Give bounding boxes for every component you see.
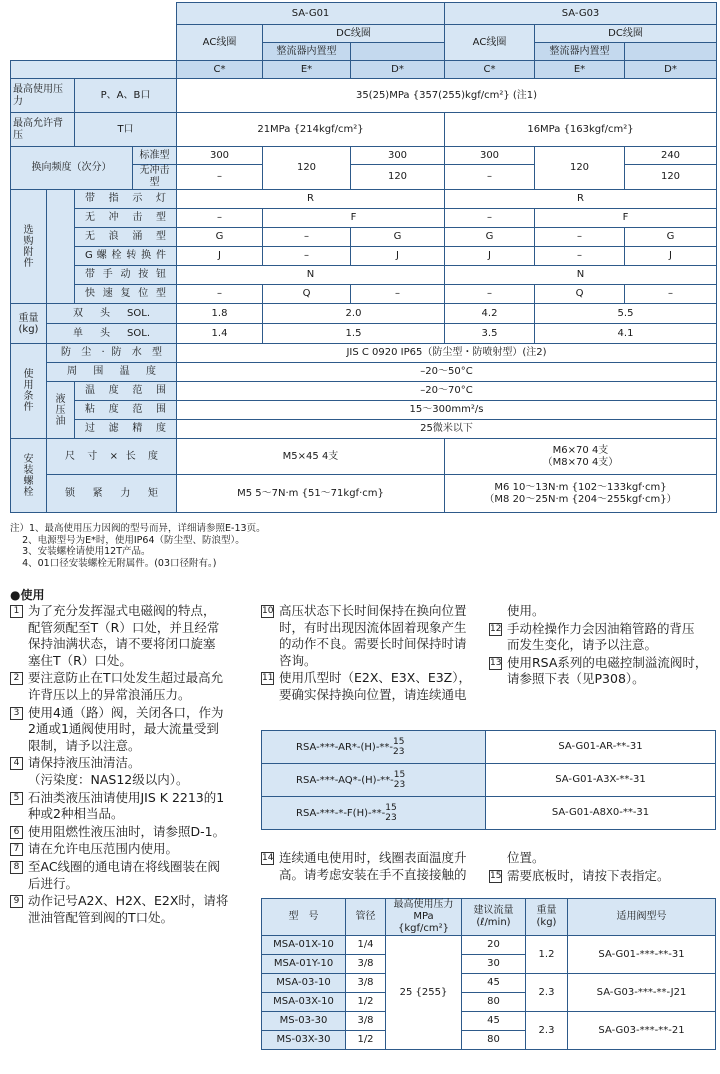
subplate-table [261,898,716,1050]
cell: Q [535,285,625,304]
item-text-line: 配管须配至T（R）口处，并且经常 [28,619,220,635]
cell: J [445,247,535,266]
usage-dust-label: 防 尘 · 防 水 型 [47,344,177,363]
usage-item [10,893,255,926]
item-number: 13 [490,657,502,668]
notes [10,523,266,569]
header-sa-g03: SA-G03 [445,3,717,25]
rsa-model [262,764,486,797]
rsa-valve: SA-G01-A3X-**-31 [486,764,716,797]
table-row [262,974,716,993]
options-label-text: 选购附件 [23,224,34,269]
subplate-model: MS-03X-30 [262,1031,346,1050]
cell: J [351,247,445,266]
subplate-valve: SA-G03-***-**-J21 [568,974,716,1012]
item-text-line: 咨询。 [279,652,317,668]
subplate-flow: 45 [462,1012,526,1031]
cell: R [445,190,717,209]
subplate-flow: 80 [462,1031,526,1050]
item-text-line: 连续通电使用时，线圈表面温度升 [279,850,467,865]
subplate-model: MSA-01X-10 [262,936,346,955]
spec-table [10,2,717,513]
cell: G [625,228,717,247]
usage-visc-value: 15～300mm²/s [177,401,717,420]
back-pressure-g01: 21MPa {214kgf/cm²} [177,113,445,147]
subplate-port-size: 1/2 [346,1031,386,1050]
rsa-size-top: 15 [393,770,406,780]
cell: – [535,247,625,266]
usage-item [489,868,717,885]
back-pressure-port: T口 [75,113,177,147]
usage-item [261,850,483,883]
item-number: 1 [10,605,23,618]
bolt-size-g03 [445,439,717,475]
usage-filter-label: 过 滤 精 度 [75,420,177,439]
cell: 120 [625,165,717,190]
bolt-label [11,439,47,513]
item-number: 4 [10,757,23,770]
cell: J [625,247,717,266]
usage-items-col5 [489,850,717,885]
rsa-model-text: RSA-***-AR*-(H)-**- [296,742,394,753]
item-text-line: 要注意防止在T口处发生超过最高允 [28,670,224,686]
cell: – [263,247,351,266]
item-number: 12 [490,623,502,634]
header-sa-g01: SA-G01 [177,3,445,25]
item-text-line: 塞住T（R）口处。 [28,652,132,668]
weight-single-label: 单 头 SOL. [47,324,177,344]
header-dc-g01: DC线圈 [263,25,445,43]
item-number: 15 [490,870,502,881]
column-header: 重量 (kg) [526,899,568,936]
bolt-size-label: 尺 寸 × 长 度 [47,439,177,475]
usage-item [261,670,483,703]
item-number: 11 [262,673,274,684]
cell: – [263,228,351,247]
subplate-port-size: 3/8 [346,1012,386,1031]
item-number: 8 [10,861,23,874]
cell: 2.0 [263,304,445,324]
table-row [262,936,716,955]
cell: 4.2 [445,304,535,324]
item-text-line: 许背压以上的异常浪涌压力。 [28,686,191,702]
cell: – [625,285,717,304]
item-text-line: 2通或1通阀使用时，最大流量受到 [28,721,219,737]
max-pressure-label: 最高使用压力 [11,79,75,113]
cell: – [445,285,535,304]
cell: 300 [177,147,263,165]
column-header: 适用阀型号 [568,899,716,936]
cell: J [177,247,263,266]
cell: – [177,165,263,190]
cell: G [351,228,445,247]
usage-item [261,603,483,669]
item-text-line: 为了充分发挥湿式电磁阀的特点， [28,603,216,618]
usage-item [489,850,717,867]
item-text-line: 需要底板时，请按下表指定。 [507,867,670,883]
usage-item [489,655,717,688]
item-text-line: 使用RSA系列的电磁控制溢流阀时， [507,654,708,670]
column-header: 建议流量 (ℓ/min) [462,899,526,936]
header-dc-g03: DC线圈 [535,25,717,43]
switching-noshock: 无冲击型 [133,165,177,190]
header-ac-g03: AC线圈 [445,25,535,61]
note-line: 4、01口径安装螺栓无附属件。(03口径附有。) [10,557,217,569]
header-e: E* [535,61,625,79]
table-row [262,731,716,764]
item-number: 3 [10,707,23,720]
rsa-size-options [394,770,405,790]
header-d: D* [625,61,717,79]
item-text-line: 高。请考虑安装在手不直接接触的 [279,866,467,882]
item-text-line: 至AC线圈的通电请在将线圈装在阀 [28,858,221,874]
option-name: 快 速 复 位 型 [75,285,177,304]
rsa-table [261,730,716,830]
option-name: 带 手 动 按 钮 [75,266,177,285]
rsa-model [262,731,486,764]
subplate-flow: 45 [462,974,526,993]
note-line: 2、电源型号为E*时，使用IP64（防尘型、防浪型）。 [10,534,245,546]
note-line: 注）1、最高使用压力因阀的型号而异，详细请参照E-13页。 [10,523,266,534]
item-number: 2 [10,672,23,685]
item-text-line: 保持油满状态，请不要将闭口旋塞 [28,636,216,652]
cell: 3.5 [445,324,535,344]
usage-ambient-value: –20～50°C [177,363,717,382]
bolt-size-g03-line1: M6×70 4支 [552,444,609,456]
table-row [262,764,716,797]
usage-ambient-label: 周 围 温 度 [47,363,177,382]
item-number: 7 [10,843,23,856]
bolt-size-g03-line2: （M8×70 4支） [542,456,619,468]
weight-label [11,304,47,344]
cell: N [177,266,445,285]
subplate-pressure: 25 {255} [386,936,462,1050]
header-e: E* [263,61,351,79]
usage-items-col4 [261,850,483,884]
subplate-model: MSA-03X-10 [262,993,346,1012]
option-name: G 螺 栓 转 换 件 [75,247,177,266]
usage-temp-value: –20～70°C [177,382,717,401]
back-pressure-g03: 16MPa {163kgf/cm²} [445,113,717,147]
bolt-torque-g03-line1: M6 10～13N·m {102～133kgf·cm} [494,481,667,493]
cell: G [445,228,535,247]
bolt-torque-g01: M5 5～7N·m {51～71kgf·cm} [177,475,445,513]
max-pressure-port: P、A、B口 [75,79,177,113]
switching-label: 换向频度（次分） [11,147,133,190]
subplate-model: MS-03-30 [262,1012,346,1031]
cell: 120 [263,147,351,190]
cell: – [177,209,263,228]
cell: G [177,228,263,247]
header-d: D* [351,61,445,79]
subplate-flow: 20 [462,936,526,955]
cell: – [177,285,263,304]
bolt-torque-g03-line2: （M8 20～25N·m {204～255kgf·cm}） [484,493,677,505]
subplate-flow: 80 [462,993,526,1012]
item-text-line: 高压状态下长时间保持在换向位置 [279,603,467,618]
cell: 1.5 [263,324,445,344]
note-line: 3、安装螺栓请使用12T产品。 [10,546,151,557]
cell: – [351,285,445,304]
rsa-size-options [393,737,404,757]
usage-section-title: ●使用 [10,588,45,602]
bolt-size-g01: M5×45 4支 [177,439,445,475]
column-header: 最高使用压力 MPa {kgf/cm²} [386,899,462,936]
rsa-model-text: RSA-***-*-F(H)-**- [296,808,386,819]
subplate-valve: SA-G01-***-**-31 [568,936,716,974]
subplate-model: MSA-03-10 [262,974,346,993]
item-text-line: 使用阻燃性液压油时，请参照D-1。 [28,823,226,839]
usage-item [10,603,255,669]
usage-label-text: 使用条件 [23,369,34,413]
cell: 120 [535,147,625,190]
item-text-line: 而发生变化，请予以注意。 [507,637,658,653]
max-pressure-value: 35(25)MPa {357(255)kgf/cm²} (注1) [177,79,717,113]
cell: 1.8 [177,304,263,324]
column-header: 管径 [346,899,386,936]
usage-label [11,344,47,439]
rsa-size-top: 15 [393,737,405,747]
subplate-port-size: 3/8 [346,955,386,974]
subplate-valve: SA-G03-***-**-21 [568,1012,716,1050]
item-text-line: （污染度：NAS12级以内）。 [28,771,189,787]
usage-items-col1 [10,603,255,927]
usage-item [10,841,255,858]
item-number: 9 [10,895,23,908]
subplate-weight: 2.3 [526,974,568,1012]
item-text-line: 使用4通（路）阀，关闭各口，作为 [28,704,224,720]
usage-item [10,705,255,755]
usage-item [10,859,255,892]
header-c: C* [177,61,263,79]
cell: – [535,228,625,247]
item-text-line: 使用。 [507,603,545,618]
weight-double-label: 双 头 SOL. [47,304,177,324]
back-pressure-label: 最高允许背压 [11,113,75,147]
subplate-port-size: 3/8 [346,974,386,993]
cell: 1.4 [177,324,263,344]
item-text-line: 种或2种相当品。 [28,806,124,822]
cell: 120 [351,165,445,190]
cell: 5.5 [535,304,717,324]
option-name: 无 冲 击 型 [75,209,177,228]
cell: F [263,209,445,228]
usage-visc-label: 粘 度 范 围 [75,401,177,420]
rsa-model-text: RSA-***-AQ*-(H)-**- [296,775,394,786]
oil-label [47,382,75,439]
cell: F [535,209,717,228]
usage-item [489,621,717,654]
usage-items-col3 [489,603,717,689]
item-text-line: 位置。 [507,850,545,865]
item-text-line: 请在允许电压范围内使用。 [28,841,179,857]
header-rect-g03: 整流器内置型 [535,43,625,61]
item-text-line: 后进行。 [28,875,79,891]
item-text-line: 时，有时出现因流体固着现象产生 [279,619,467,635]
item-number: 5 [10,792,23,805]
header-c: C* [445,61,535,79]
bolt-torque-g03 [445,475,717,513]
options-label [11,190,47,304]
cell: 300 [445,147,535,165]
item-text-line: 限制，请予以注意。 [28,737,141,753]
subplate-port-size: 1/4 [346,936,386,955]
column-header: 型 号 [262,899,346,936]
rsa-valve: SA-G01-A8X0-**-31 [486,797,716,830]
usage-temp-label: 温 度 范 围 [75,382,177,401]
item-text-line: 要确实保持换向位置，请连续通电 [279,686,467,702]
cell: 300 [351,147,445,165]
subplate-model: MSA-01Y-10 [262,955,346,974]
rsa-size-bottom: 23 [393,747,405,757]
cell: – [445,209,535,228]
usage-item [10,824,255,841]
subplate-weight: 1.2 [526,936,568,974]
item-text-line: 使用爪型时（E2X、E3X、E3Z）， [279,670,471,686]
item-number: 10 [262,606,274,616]
item-text-line: 动作记号A2X、H2X、E2X时，请将 [28,893,229,909]
usage-item [489,603,717,620]
usage-item [10,755,255,788]
table-row [262,1012,716,1031]
rsa-valve: SA-G01-AR-**-31 [486,731,716,764]
usage-item [10,790,255,823]
header-rect-g01: 整流器内置型 [263,43,351,61]
rsa-size-top: 15 [385,803,397,813]
usage-items-col2 [261,603,483,705]
rsa-size-options [385,803,396,823]
item-text-line: 手动栓操作力会因油箱管路的背压 [507,620,695,636]
item-text-line: 请参照下表（见P308）。 [507,671,645,687]
item-number: 6 [10,826,23,839]
rsa-model [262,797,486,830]
cell: 4.1 [535,324,717,344]
cell: N [445,266,717,285]
table-row [262,797,716,830]
option-name: 无 浪 涌 型 [75,228,177,247]
cell: – [445,165,535,190]
rsa-size-bottom: 23 [393,780,406,790]
item-text-line: 泄油管配管到阀的T口处。 [28,909,174,925]
table-header-row [262,899,716,936]
usage-filter-value: 25微米以下 [177,420,717,439]
subplate-port-size: 1/2 [346,993,386,1012]
subplate-flow: 30 [462,955,526,974]
option-name: 带 指 示 灯 [75,190,177,209]
item-text-line: 的动作不良。需要长时间保持时请 [279,636,467,652]
cell: R [177,190,445,209]
usage-dust-value: JIS C 0920 IP65（防尘型・防喷射型）(注2) [177,344,717,363]
cell: Q [263,285,351,304]
usage-item [10,670,255,703]
bolt-torque-label: 锁 紧 力 矩 [47,475,177,513]
cell: 240 [625,147,717,165]
oil-label-text: 液压油 [55,393,66,427]
item-text-line: 石油类液压油请使用JIS K 2213的1 [28,789,225,805]
header-ac-g01: AC线圈 [177,25,263,61]
bolt-label-text: 安装螺栓 [23,453,34,498]
subplate-weight: 2.3 [526,1012,568,1050]
item-number: 14 [262,853,274,863]
weight-label-text: 重量(kg) [18,312,39,335]
rsa-size-bottom: 23 [385,813,397,823]
item-text-line: 请保持液压油清洁。 [28,755,141,771]
switching-std: 标准型 [133,147,177,165]
